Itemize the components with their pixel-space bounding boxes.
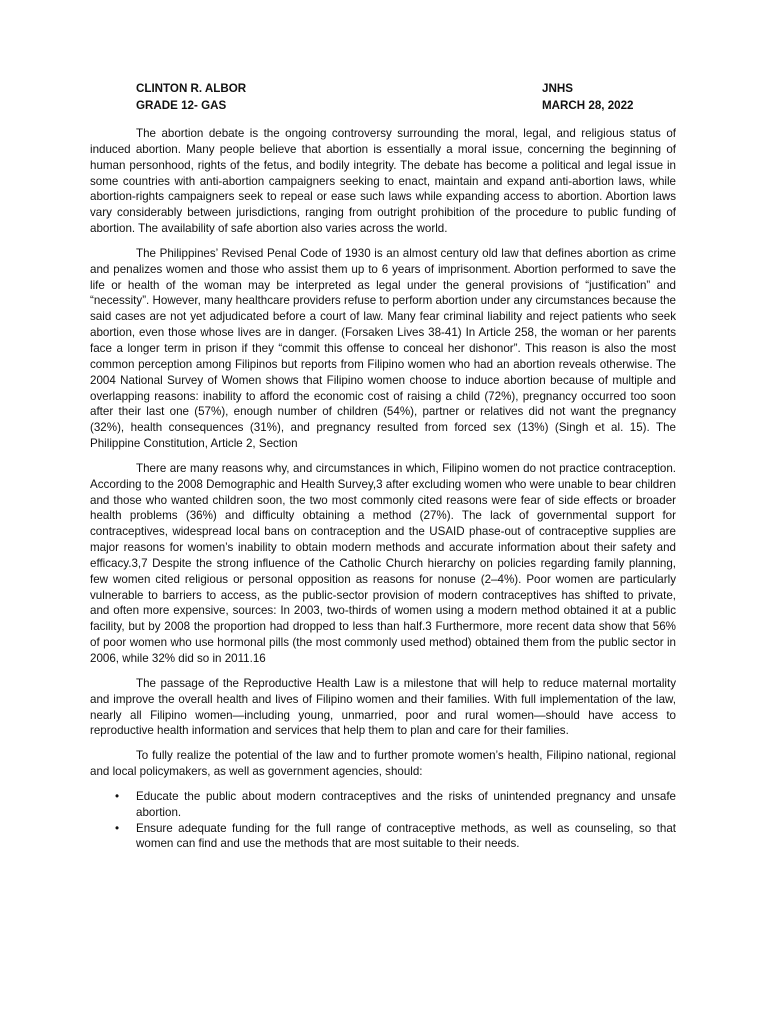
list-item	[90, 821, 676, 853]
paragraph-rh-law: The passage of the Reproductive Health Law is a milestone that will help to reduce maternal mortality and improve the overall health and lives of Filipino women and their families. With full implementation of the law, nearly all Filipino women—including young, unmarried, poor and rural women—should have access to reproductive health information and services that help them to plan and care for their families.	[90, 676, 676, 738]
grade-section: GRADE 12- GAS	[136, 99, 227, 112]
school-name: JNHS	[542, 82, 573, 95]
document-body	[90, 126, 676, 852]
paragraph-penal-code: The Philippines’ Revised Penal Code of 1930 is an almost century old law that defines abortion as crime and penalizes women and those who assist them up to 6 years of imprisonment. Abortion performed to save the life or health of the woman may be interpreted as legal under the general provisions of “justification” and “necessity”. However, many healthcare providers refuse to perform abortion under any circumstances because the said cases are not yet adjudicated before a court of law. Many fear criminal liability and reject patients who seek abortion, even those whose lives are in danger. (Forsaken Lives 38-41) In Article 258, the woman or her parents face a longer term in prison if they “commit this offense to conceal her dishonor”. This reason is also the most common perception among Filipinos but reports from Filipino women who had an abortion reveals otherwise. The 2004 National Survey of Women shows that Filipino women choose to induce abortion because of multiple and overlapping reasons: inability to afford the economic cost of raising a child (72%), pregnancy occurred too soon after their last one (57%), enough number of children (54%), partner or relatives did not want the pregnancy (32%), health consequences (31%), and pregnancy resulted from forced sex (13%) (Singh et al. 15). The Philippine Constitution, Article 2, Section	[90, 246, 676, 451]
author-name: CLINTON R. ALBOR	[136, 82, 247, 95]
header-row-1	[136, 80, 676, 97]
paragraph-abortion-debate: The abortion debate is the ongoing controversy surrounding the moral, legal, and religious status of induced abortion. Many people believe that abortion is essentially a moral issue, concerning the beginning of human personhood, rights of the fetus, and bodily integrity. The debate has become a political and legal issue in some countries with anti-abortion campaigners seeking to enact, maintain and expand anti-abortion laws, while abortion-rights campaigners seek to repeal or ease such laws while expanding access to abortion. Abortion laws vary considerably between jurisdictions, ranging from outright prohibition of the procedure to public funding of abortion. The availability of safe abortion also varies across the world.	[90, 127, 676, 236]
paragraph-policy-intro: To fully realize the potential of the law and to further promote women’s health, Filipino national, regional and local policymakers, as well as government agencies, should:	[90, 749, 676, 779]
bullet-icon: •	[115, 789, 120, 803]
paragraph-contraception-reasons: There are many reasons why, and circumstances in which, Filipino women do not practice contraception. According to the 2008 Demographic and Health Survey,3 after excluding women who were unable to bear children and those who wanted children soon, the two most commonly cited reasons were fear of side effects or broader health problems (36%) and difficulty obtaining a method (27%). The lack of governmental support for contraceptives, widespread local bans on contraception and the USAID phase-out of contraceptive supplies are major reasons for women’s inability to obtain modern methods and accurate information about their safety and efficacy.3,7 Despite the strong influence of the Catholic Church hierarchy on policies regarding family planning, few women cited religious or personal opposition as reasons for nonuse (2–4%). Poor women are particularly vulnerable to barriers to access, as the public-sector provision of modern contraceptives has shifted to private, and often more expensive, sources: In 2003, two-thirds of women using a modern method obtained it at a public facility, but by 2008 the proportion had dropped to less than half.3 Furthermore, more recent data show that 56% of poor women who use hormonal pills (the most commonly used method) obtained them from the public sector in 2006, while 32% did so in 2011.16	[90, 461, 676, 665]
document-date: MARCH 28, 2022	[542, 99, 634, 112]
list-item-text: Ensure adequate funding for the full range of contraceptive methods, as well as counseling, so that women can find and use the methods that are most suitable to their needs.	[136, 821, 676, 851]
list-item	[90, 789, 676, 821]
bullet-icon: •	[115, 821, 120, 835]
list-item-text: Educate the public about modern contraceptives and the risks of unintended pregnancy and unsafe abortion.	[136, 789, 676, 819]
recommendations-list	[90, 789, 676, 852]
document-header	[136, 80, 676, 114]
header-row-2	[136, 97, 676, 114]
